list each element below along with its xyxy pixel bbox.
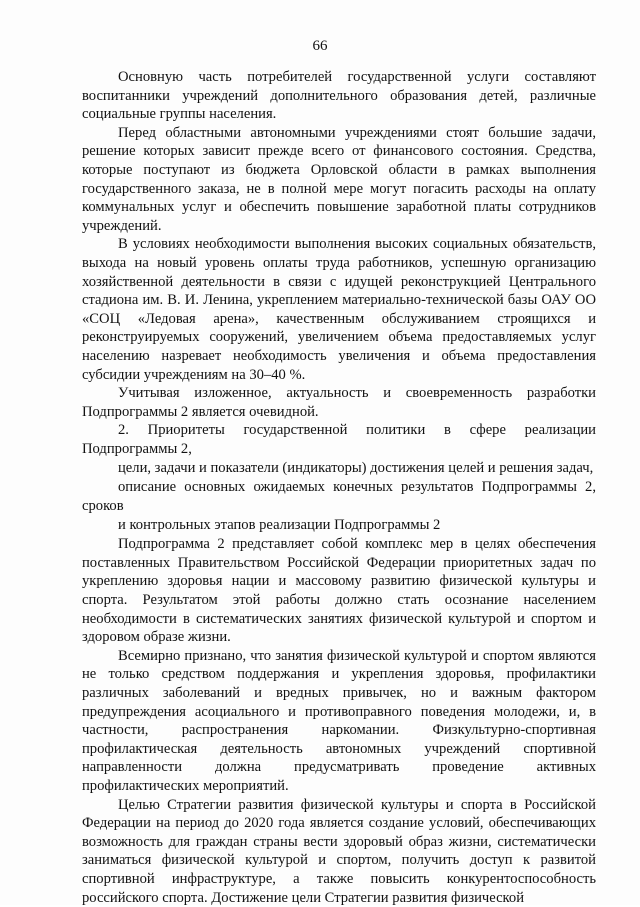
section-heading-line-3: описание основных ожидаемых конечных результатов Подпрограммы 2, сроков	[82, 479, 596, 515]
paragraph-subprogram-measures: Подпрограмма 2 представляет собой комплекс мер в целях обеспечения поставленных Правительством Российской Федерации приоритетных задач по укреплению здоровья нации и массовому развитию физической культуры и спорта. Результатом этой работы должно стать осознание населением необходимости в систематических занятиях физической культурой и спортом и здоровом образе жизни.	[82, 536, 596, 646]
page-number: 66	[312, 38, 328, 54]
paragraph-strategy-goal: Целью Стратегии развития физической культуры и спорта в Российской Федерации на период до 2020 года является создание условий, обеспечивающих возможность для граждан страны вести здоровый образ жизни, систематически заниматься физической культурой и спортом, получить доступ к развитой спортивной инфраструктуре, а также повысить конкурентоспособность российского спорта. Достижение цели Стратегии развития физической	[82, 796, 596, 906]
document-body	[82, 68, 596, 907]
paragraph-subsidy-increase: В условиях необходимости выполнения высоких социальных обязательств, выхода на новый уровень оплаты труда работников, успешную организацию хозяйственной деятельности в связи с идущей реконструкцией Центрального стадиона им. В. И. Ленина, укреплением материально-технической базы ОАУ ОО «СОЦ «Ледовая арена», качественным обслуживанием строящихся и реконструируемых сооружений, увеличением объема предоставляемых услуг населению назревает необходимость увеличения и объема предоставления субсидии учреждениям на 30–40 %.	[82, 236, 596, 383]
section-heading-line-2: цели, задачи и показатели (индикаторы) достижения целей и решения задач,	[118, 460, 594, 477]
paragraph-consumers: Основную часть потребителей государственной услуги составляют воспитанники учреждений дополнительного образования детей, различные социальные группы населения.	[82, 69, 596, 123]
paragraph-funding-challenges: Перед областными автономными учреждениями стоят большие задачи, решение которых зависит прежде всего от финансового состояния. Средства, которые поступают из бюджета Орловской области в рамках выполнения государственного заказа, не в полной мере могут погасить расходы на оплату коммунальных услуг и обеспечить повышение заработной платы сотрудников учреждений.	[82, 124, 596, 234]
section-heading	[82, 421, 596, 535]
paragraph-health-prevention: Всемирно признано, что занятия физической культурой и спортом являются не только средством поддержания и укрепления здоровья, профилактики различных заболеваний и вредных привычек, но и важным фактором предупреждения асоциального и противоправного поведения молодежи, и, в частности, распространения наркомании. Физкультурно-спортивная профилактическая деятельность автономных учреждений спортивной направленности должна предусматривать проведение активных профилактических мероприятий.	[82, 647, 596, 794]
paragraph-relevance: Учитывая изложенное, актуальность и своевременность разработки Подпрограммы 2 является очевидной.	[82, 385, 596, 420]
section-heading-line-1: 2. Приоритеты государственной политики в сфере реализации Подпрограммы 2,	[82, 422, 596, 458]
section-heading-line-4: и контрольных этапов реализации Подпрограммы 2	[118, 517, 441, 534]
